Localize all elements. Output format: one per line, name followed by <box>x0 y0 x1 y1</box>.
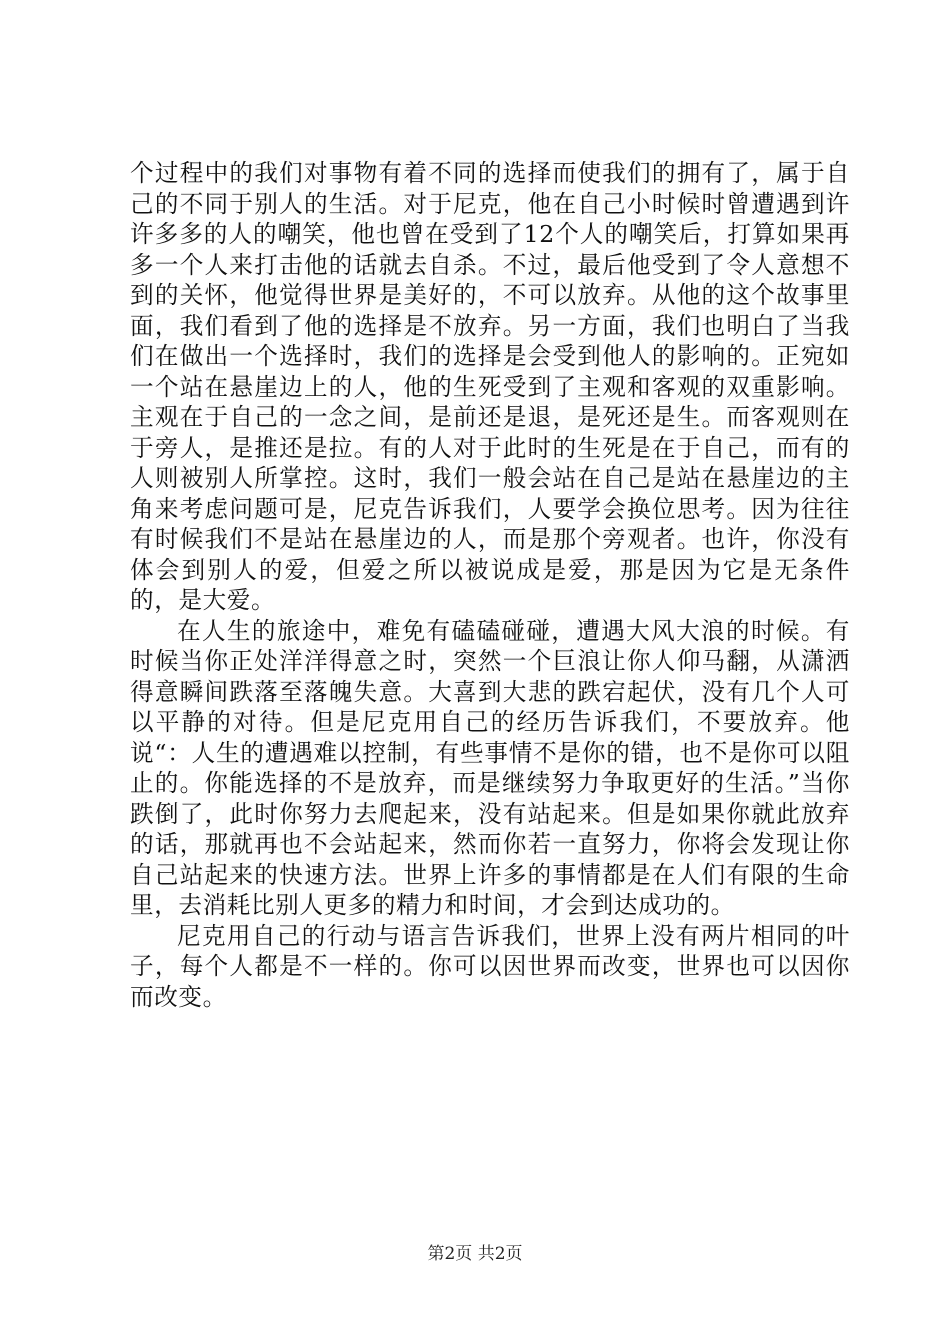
paragraph-2: 在人生的旅途中，难免有磕磕碰碰，遭遇大风大浪的时候。有时候当你正处洋洋得意之时，突然一个巨浪让你人仰马翻，从潇洒得意瞬间跌落至落魄失意。大喜到大悲的跌宕起伏，没有几个人可以平静的对待。但是尼克用自己的经历告诉我们，不要放弃。他说“：人生的遭遇难以控制，有些事情不是你的错，也不是你可以阻止的。你能选择的不是放弃，而是继续努力争取更好的生活。”当你跌倒了，此时你努力去爬起来，没有站起来。但是如果你就此放弃的话，那就再也不会站起来，然而你若一直努力，你将会发现让你自己站起来的快速方法。世界上许多的事情都是在人们有限的生命里，去消耗比别人更多的精力和时间，才会到达成功的。 <box>130 616 850 919</box>
paragraph-1: 个过程中的我们对事物有着不同的选择而使我们的拥有了，属于自己的不同于别人的生活。对于尼克，他在自己小时候时曾遭遇到许许多多的人的嘲笑，他也曾在受到了12个人的嘲笑后，打算如果再多一个人来打击他的话就去自杀。不过，最后他受到了令人意想不到的关怀，他觉得世界是美好的，不可以放弃。从他的这个故事里面，我们看到了他的选择是不放弃。另一方面，我们也明白了当我们在做出一个选择时，我们的选择是会受到他人的影响的。正宛如一个站在悬崖边上的人，他的生死受到了主观和客观的双重影响。主观在于自己的一念之间，是前还是退，是死还是生。而客观则在于旁人，是推还是拉。有的人对于此时的生死是在于自己，而有的人则被别人所掌控。这时，我们一般会站在自己是站在悬崖边的主角来考虑问题可是，尼克告诉我们，人要学会换位思考。因为往往有时候我们不是站在悬崖边的人，而是那个旁观者。也许，你没有体会到别人的爱，但爱之所以被说成是爱，那是因为它是无条件的，是大爱。 <box>130 159 850 614</box>
page-footer: 第2页 共2页 <box>427 1244 523 1264</box>
paragraph-3: 尼克用自己的行动与语言告诉我们，世界上没有两片相同的叶子，每个人都是不一样的。你可以因世界而改变，世界也可以因你而改变。 <box>130 921 850 1011</box>
document-body <box>130 158 850 1012</box>
